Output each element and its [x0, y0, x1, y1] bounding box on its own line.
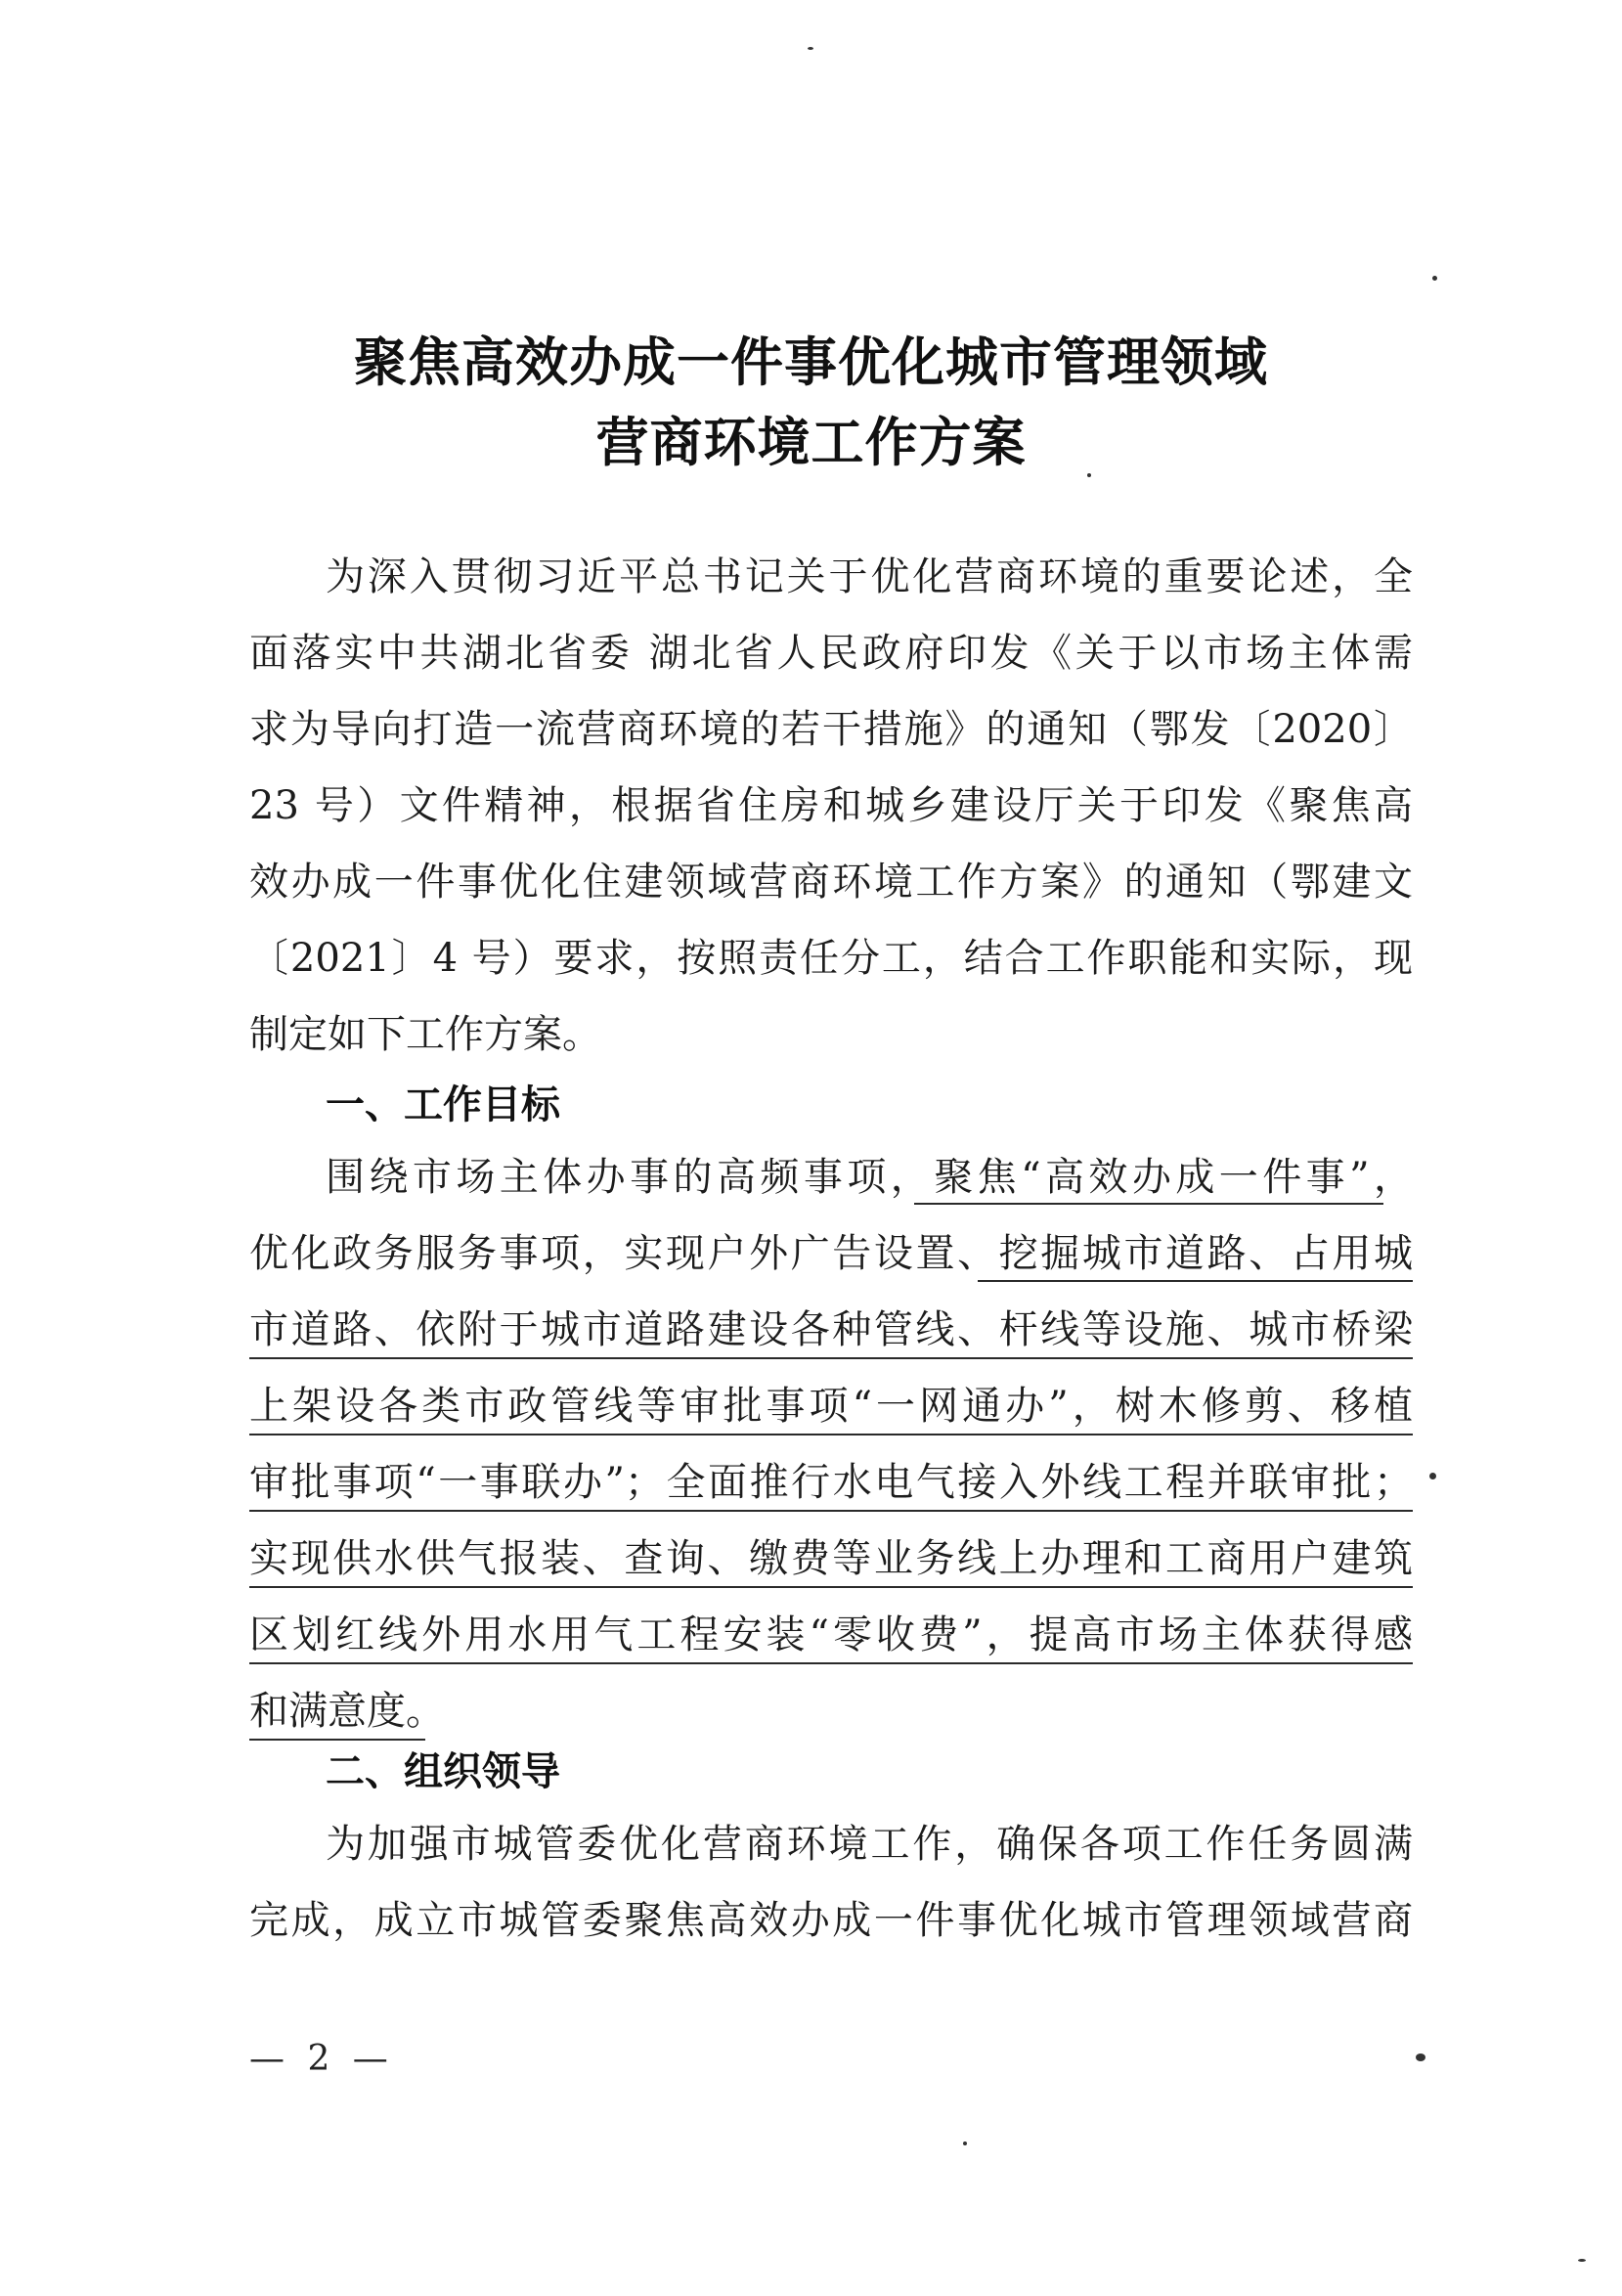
- intro-line-1: 为深入贯彻习近平总书记关于优化营商环境的重要论述，全: [326, 554, 1413, 599]
- underline-8: [249, 1739, 425, 1741]
- scan-speck: [1416, 2053, 1425, 2061]
- underline-1: [914, 1203, 1383, 1205]
- underline-5: [249, 1510, 1413, 1512]
- underline-7: [249, 1662, 1413, 1664]
- underline-2: [978, 1280, 1413, 1282]
- section2-line-1: 为加强市城管委优化营商环境工作，确保各项工作任务圆满: [326, 1822, 1413, 1867]
- section2-heading: 二、组织领导: [326, 1749, 560, 1794]
- section1-line-4: 上架设各类市政管线等审批事项“一网通办”，树木修剪、移植: [249, 1384, 1413, 1429]
- scan-speck: [963, 2141, 967, 2145]
- underline-3: [249, 1357, 1413, 1359]
- intro-line-2: 面落实中共湖北省委 湖北省人民政府印发《关于以市场主体需: [249, 631, 1413, 676]
- section2-line-2: 完成，成立市城管委聚焦高效办成一件事优化城市管理领域营商: [249, 1898, 1413, 1943]
- intro-line-7: 制定如下工作方案。: [249, 1012, 601, 1057]
- section1-line-8: 和满意度。: [249, 1689, 445, 1734]
- section1-line-3: 市道路、依附于城市道路建设各种管线、杆线等设施、城市桥梁: [249, 1307, 1413, 1352]
- scan-speck: [1087, 473, 1091, 477]
- document-title-line2: 营商环境工作方案: [595, 412, 1027, 473]
- section1-line-2: 优化政务服务事项，实现户外广告设置、挖掘城市道路、占用城: [249, 1231, 1413, 1276]
- scan-speck: [1429, 1473, 1436, 1479]
- intro-line-4: 23 号）文件精神，根据省住房和城乡建设厅关于印发《聚焦高: [249, 783, 1413, 828]
- section1-heading: 一、工作目标: [326, 1082, 560, 1127]
- scan-speck: [1432, 276, 1437, 281]
- section1-line-5: 审批事项“一事联办”；全面推行水电气接入外线工程并联审批；: [249, 1460, 1413, 1505]
- scan-speck: [1578, 2259, 1586, 2262]
- intro-line-5: 效办成一件事优化住建领域营商环境工作方案》的通知（鄂建文: [249, 860, 1413, 905]
- section1-line-7: 区划红线外用水用气工程安装“零收费”，提高市场主体获得感: [249, 1612, 1413, 1657]
- underline-4: [249, 1434, 1413, 1435]
- document-title-line1: 聚焦高效办成一件事优化城市管理领域: [354, 331, 1268, 393]
- page-number: — 2 —: [249, 2039, 394, 2079]
- intro-line-3: 求为导向打造一流营商环境的若干措施》的通知（鄂发〔2020〕: [249, 707, 1413, 752]
- section1-line-6: 实现供水供气报装、查询、缴费等业务线上办理和工商用户建筑: [249, 1536, 1413, 1581]
- section1-line-1: 围绕市场主体办事的高频事项，聚焦“高效办成一件事”，: [326, 1155, 1413, 1200]
- scan-speck: [808, 47, 813, 50]
- intro-line-6: 〔2021〕4 号）要求，按照责任分工，结合工作职能和实际，现: [249, 936, 1413, 981]
- underline-6: [249, 1586, 1413, 1588]
